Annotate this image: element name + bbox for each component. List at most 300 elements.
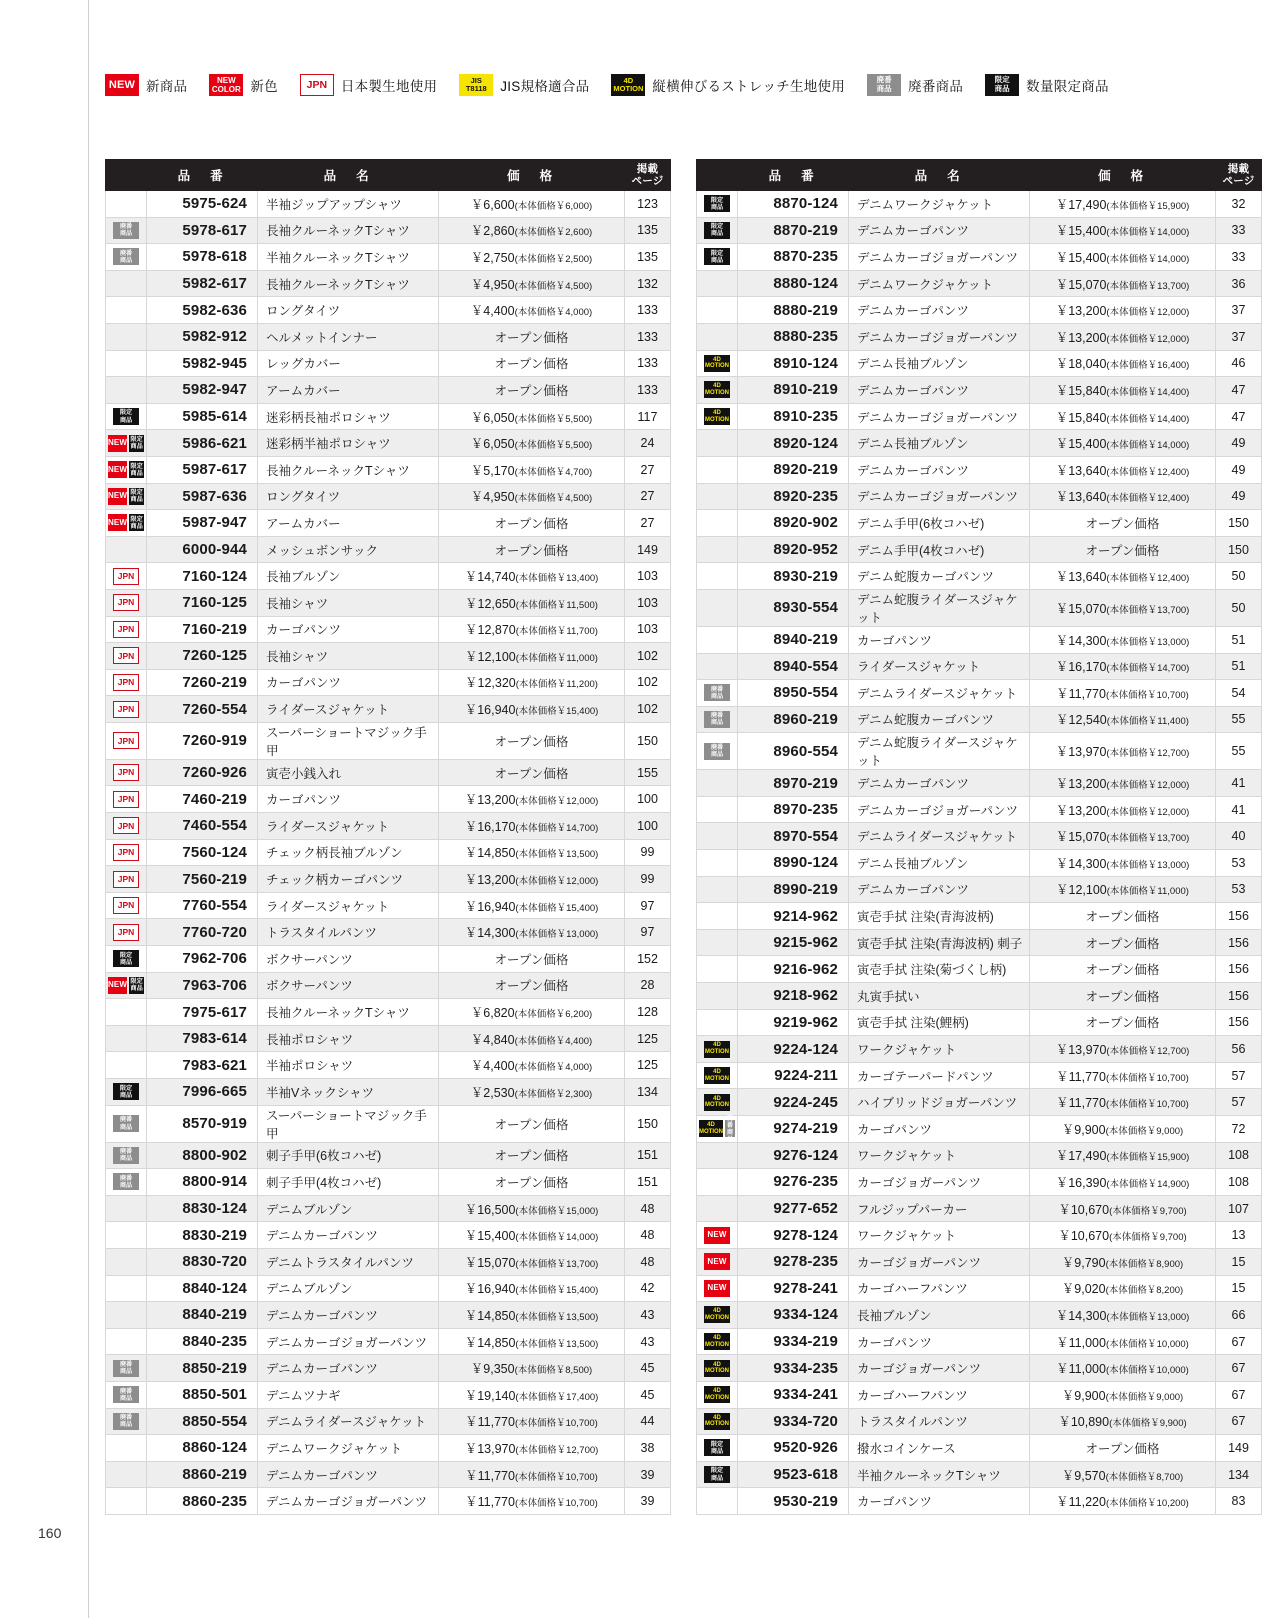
product-name: カーゴハーフパンツ: [849, 1275, 1030, 1302]
product-number: 5987-636: [147, 483, 258, 510]
product-price: [1030, 1355, 1216, 1382]
row-marks: [697, 456, 738, 483]
catalog-page: 45: [625, 1381, 671, 1408]
catalog-page: 46: [1216, 350, 1262, 377]
product-price: [439, 589, 625, 616]
price-incl-tax: ￥16,940: [464, 703, 516, 718]
price-incl-tax: ￥15,400: [1055, 250, 1107, 265]
row-marks: [697, 350, 738, 377]
product-number: 9334-235: [738, 1355, 849, 1382]
row-marks: [697, 483, 738, 510]
price-incl-tax: ￥10,670: [1058, 1202, 1110, 1217]
table-row: [106, 323, 671, 350]
product-price: [1030, 1195, 1216, 1222]
price-incl-tax: ￥9,020: [1061, 1282, 1106, 1297]
product-price: [439, 919, 625, 946]
price-incl-tax: ￥11,000: [1056, 1362, 1106, 1377]
row-marks: [697, 1328, 738, 1355]
product-name: カーゴパンツ: [258, 669, 439, 696]
product-name: カーゴパンツ: [258, 786, 439, 813]
product-price: [1030, 1116, 1216, 1143]
header-number: 品 番: [147, 160, 258, 191]
table-row: [697, 510, 1262, 537]
product-price: [1030, 770, 1216, 797]
price-incl-tax: ￥15,840: [1055, 410, 1107, 425]
product-price: [1030, 510, 1216, 537]
table-row: [697, 1461, 1262, 1488]
catalog-page: 15: [1216, 1248, 1262, 1275]
product-number: 9523-618: [738, 1461, 849, 1488]
product-price: [1030, 796, 1216, 823]
new-badge-icon: NEW: [108, 977, 127, 994]
product-price: [1030, 1142, 1216, 1169]
row-marks: [106, 1408, 147, 1435]
product-price: [1030, 823, 1216, 850]
table-row: [106, 722, 671, 759]
new-badge-icon: NEW: [105, 74, 139, 96]
catalog-page: 38: [625, 1435, 671, 1462]
product-number: 9214-962: [738, 903, 849, 930]
product-number: 7460-554: [147, 813, 258, 840]
row-marks: [697, 796, 738, 823]
row-marks: [697, 1116, 738, 1143]
product-name: デニムブルゾン: [258, 1195, 439, 1222]
product-price: [439, 1328, 625, 1355]
price-incl-tax: ￥13,640: [1055, 463, 1107, 478]
product-price: [1030, 1222, 1216, 1249]
product-price: [439, 643, 625, 670]
catalog-page: 100: [625, 813, 671, 840]
table-row: [697, 323, 1262, 350]
jpn-badge-icon: JPN: [113, 764, 139, 781]
product-number: 8880-219: [738, 297, 849, 324]
price-incl-tax: ￥2,530: [470, 1085, 515, 1100]
catalog-page: 97: [625, 892, 671, 919]
product-price: [439, 1025, 625, 1052]
catalog-page: 150: [625, 722, 671, 759]
product-price: [439, 1195, 625, 1222]
table-row: [697, 929, 1262, 956]
row-marks: [697, 1275, 738, 1302]
product-name: 丸寅手拭い: [849, 983, 1030, 1010]
legend-item-label: 数量限定商品: [1026, 79, 1109, 94]
product-price: [1030, 1062, 1216, 1089]
jpn-badge-icon: JPN: [113, 594, 139, 611]
4d-badge-icon: 4D MOTION: [704, 1333, 730, 1350]
legend-item-label: 日本製生地使用: [340, 79, 438, 94]
price-excl-tax: (本体価格￥14,400): [1106, 413, 1190, 425]
price-incl-tax: ￥4,840: [470, 1032, 515, 1047]
product-price: [1030, 1248, 1216, 1275]
catalog-page: 43: [625, 1328, 671, 1355]
row-marks: [697, 1435, 738, 1462]
table-row: [106, 972, 671, 999]
price-incl-tax: オープン価格: [1085, 989, 1160, 1004]
product-number: 5987-617: [147, 456, 258, 483]
row-marks: [106, 1248, 147, 1275]
product-price: [1030, 1169, 1216, 1196]
product-table-right: [696, 159, 1262, 1515]
price-excl-tax: (本体価格￥12,400): [1106, 573, 1190, 585]
price-incl-tax: ￥4,400: [470, 1059, 515, 1074]
product-name: デニム蛇腹カーゴパンツ: [849, 563, 1030, 590]
table-row: [106, 1488, 671, 1515]
haiban-badge-icon: 廃番 商品: [113, 1173, 139, 1190]
product-name: デニムカーゴパンツ: [849, 217, 1030, 244]
row-marks: [697, 733, 738, 770]
product-number: 9278-235: [738, 1248, 849, 1275]
price-incl-tax: ￥4,950: [470, 277, 515, 292]
product-name: カーゴジョガーパンツ: [849, 1248, 1030, 1275]
price-incl-tax: オープン価格: [1085, 963, 1160, 978]
price-incl-tax: ￥13,970: [1055, 1043, 1107, 1058]
row-marks: [697, 217, 738, 244]
row-marks: [697, 191, 738, 218]
catalog-page: 37: [1216, 323, 1262, 350]
catalog-page: 49: [1216, 430, 1262, 457]
product-name: 刺子手甲(4枚コハゼ): [258, 1169, 439, 1196]
product-number: 5978-618: [147, 244, 258, 271]
product-price: [439, 1461, 625, 1488]
product-name: 長袖クルーネックTシャツ: [258, 270, 439, 297]
price-excl-tax: (本体価格￥15,400): [515, 902, 599, 914]
product-price: [439, 1222, 625, 1249]
product-name: カーゴパンツ: [849, 1488, 1030, 1515]
price-incl-tax: ￥17,490: [1055, 197, 1107, 212]
row-marks: [106, 323, 147, 350]
product-name: レッグカバー: [258, 350, 439, 377]
product-price: [1030, 956, 1216, 983]
product-price: [439, 377, 625, 404]
table-row: [106, 403, 671, 430]
catalog-page: 149: [1216, 1435, 1262, 1462]
product-number: 5975-624: [147, 191, 258, 218]
product-number: 5982-912: [147, 323, 258, 350]
catalog-page: 156: [1216, 983, 1262, 1010]
catalog-page: 102: [625, 643, 671, 670]
price-excl-tax: (本体価格￥10,000): [1105, 1365, 1189, 1377]
product-number: 8970-219: [738, 770, 849, 797]
table-row: [697, 536, 1262, 563]
price-excl-tax: (本体価格￥15,900): [1106, 1152, 1190, 1164]
row-marks: [697, 1009, 738, 1036]
jpn-badge-icon: JPN: [113, 732, 139, 749]
product-price: [1030, 983, 1216, 1010]
catalog-page: 51: [1216, 626, 1262, 653]
legend-item-label: 新色: [250, 79, 278, 94]
product-number: 8990-219: [738, 876, 849, 903]
row-marks: [106, 1275, 147, 1302]
haiban-badge-icon: 廃番 商品: [113, 1360, 139, 1377]
price-incl-tax: ￥17,490: [1055, 1149, 1107, 1164]
product-number: 9278-241: [738, 1275, 849, 1302]
price-excl-tax: (本体価格￥5,500): [514, 440, 593, 452]
row-marks: [697, 1248, 738, 1275]
row-marks: [697, 1302, 738, 1329]
catalog-page: 150: [1216, 510, 1262, 537]
product-price: [1030, 244, 1216, 271]
product-price: [439, 456, 625, 483]
product-name: デニムワークジャケット: [849, 191, 1030, 218]
legend-item-jpn: [300, 74, 437, 96]
jpn-badge-icon: JPN: [300, 74, 334, 96]
table-row: [106, 1195, 671, 1222]
jpn-badge-icon: JPN: [113, 701, 139, 718]
newcolor-badge-icon: NEW COLOR: [209, 74, 243, 96]
price-excl-tax: (本体価格￥12,000): [1106, 307, 1190, 319]
row-marks: [697, 1355, 738, 1382]
product-name: カーゴパンツ: [849, 1116, 1030, 1143]
price-incl-tax: ￥9,350: [470, 1362, 515, 1377]
product-price: [1030, 653, 1216, 680]
price-excl-tax: (本体価格￥9,900): [1109, 1418, 1187, 1430]
table-row: [697, 653, 1262, 680]
product-name: デニムカーゴパンツ: [849, 456, 1030, 483]
price-incl-tax: ￥18,040: [1055, 357, 1107, 372]
table-row: [106, 786, 671, 813]
product-number: 8870-124: [738, 191, 849, 218]
row-marks: [697, 1142, 738, 1169]
price-incl-tax: ￥2,860: [470, 224, 515, 239]
row-marks: [106, 1079, 147, 1106]
haiban-badge-icon: 廃番 商品: [704, 711, 730, 728]
table-row: [106, 1355, 671, 1382]
row-marks: [106, 1222, 147, 1249]
table-row: [697, 733, 1262, 770]
product-price: [439, 696, 625, 723]
price-excl-tax: (本体価格￥14,700): [515, 822, 599, 834]
product-number: 5986-621: [147, 430, 258, 457]
table-row: [106, 191, 671, 218]
table-row: [697, 626, 1262, 653]
price-excl-tax: (本体価格￥12,700): [515, 1444, 599, 1456]
gentei-badge-icon: 限定 商品: [130, 436, 143, 451]
price-excl-tax: (本体価格￥14,000): [1106, 440, 1190, 452]
price-excl-tax: (本体価格￥13,400): [515, 573, 599, 585]
row-marks: [106, 1461, 147, 1488]
product-number: 8910-235: [738, 403, 849, 430]
table-row: [697, 1328, 1262, 1355]
product-price: [439, 483, 625, 510]
price-excl-tax: (本体価格￥14,400): [1106, 386, 1190, 398]
row-marks: [106, 350, 147, 377]
price-excl-tax: (本体価格￥10,700): [514, 1471, 598, 1483]
product-number: 8920-219: [738, 456, 849, 483]
price-excl-tax: (本体価格￥11,700): [515, 626, 598, 638]
new-badge-icon: NEW: [704, 1227, 730, 1244]
price-excl-tax: (本体価格￥2,300): [514, 1088, 593, 1100]
row-marks: [697, 850, 738, 877]
product-price: [1030, 323, 1216, 350]
product-number: 9274-219: [738, 1116, 849, 1143]
price-excl-tax: (本体価格￥2,600): [514, 227, 593, 239]
product-name: 寅壱手拭 注染(菊づくし柄): [849, 956, 1030, 983]
product-name: デニムライダースジャケット: [258, 1408, 439, 1435]
product-table-left: [105, 159, 671, 1515]
catalog-page: 103: [625, 616, 671, 643]
price-excl-tax: (本体価格￥11,000): [1106, 886, 1189, 898]
price-incl-tax: ￥13,970: [464, 1441, 516, 1456]
product-name: デニム長袖ブルゾン: [849, 430, 1030, 457]
new-badge-icon: NEW: [704, 1280, 730, 1297]
product-name: 寅壱手拭 注染(青海波柄) 刺子: [849, 929, 1030, 956]
product-name: デニム手甲(4枚コハゼ): [849, 536, 1030, 563]
price-excl-tax: (本体価格￥8,200): [1105, 1285, 1184, 1297]
product-number: 7260-926: [147, 759, 258, 786]
table-row: [106, 919, 671, 946]
product-price: [1030, 191, 1216, 218]
catalog-page: 27: [625, 510, 671, 537]
product-number: 8990-124: [738, 850, 849, 877]
catalog-page: 102: [625, 669, 671, 696]
table-row: [106, 999, 671, 1026]
gentei-badge-icon: 限定 商品: [704, 222, 730, 239]
catalog-page: 155: [625, 759, 671, 786]
product-number: 7975-617: [147, 999, 258, 1026]
table-row: [106, 669, 671, 696]
4d-badge-icon: 4D MOTION: [704, 1067, 730, 1084]
gentei-badge-icon: 限定 商品: [985, 74, 1019, 96]
price-excl-tax: (本体価格￥14,900): [1106, 1178, 1190, 1190]
price-incl-tax: ￥14,850: [464, 1308, 516, 1323]
price-incl-tax: ￥12,100: [1056, 883, 1107, 898]
catalog-page: 51: [1216, 653, 1262, 680]
price-excl-tax: (本体価格￥4,000): [514, 1062, 593, 1074]
catalog-page: 42: [625, 1275, 671, 1302]
catalog-page: 53: [1216, 876, 1262, 903]
catalog-page: 134: [1216, 1461, 1262, 1488]
product-number: 8870-219: [738, 217, 849, 244]
price-incl-tax: ￥15,070: [464, 1255, 516, 1270]
row-marks: [697, 1169, 738, 1196]
catalog-page: 156: [1216, 1009, 1262, 1036]
table-row: [106, 510, 671, 537]
gentei-badge-icon: 限定 商品: [704, 248, 730, 265]
product-name: 半袖Vネックシャツ: [258, 1079, 439, 1106]
price-incl-tax: ￥13,200: [464, 873, 516, 888]
catalog-page: 24: [625, 430, 671, 457]
table-row: [106, 1052, 671, 1079]
product-name: ワークジャケット: [849, 1142, 1030, 1169]
table-row: [106, 1435, 671, 1462]
4d-badge-icon: 4D MOTION: [704, 1386, 730, 1403]
row-marks: [697, 626, 738, 653]
price-excl-tax: (本体価格￥4,700): [514, 466, 593, 478]
catalog-page: 32: [1216, 191, 1262, 218]
table-row: [697, 1381, 1262, 1408]
product-number: 9219-962: [738, 1009, 849, 1036]
product-number: 9276-124: [738, 1142, 849, 1169]
price-excl-tax: (本体価格￥12,400): [1106, 493, 1190, 505]
price-incl-tax: ￥14,850: [464, 1335, 516, 1350]
product-price: [439, 297, 625, 324]
price-incl-tax: ￥19,140: [464, 1388, 516, 1403]
product-number: 8830-720: [147, 1248, 258, 1275]
table-row: [697, 191, 1262, 218]
product-price: [1030, 589, 1216, 626]
product-price: [1030, 1328, 1216, 1355]
price-incl-tax: ￥4,400: [470, 304, 515, 319]
row-marks: [697, 929, 738, 956]
table-row: [697, 1062, 1262, 1089]
gentei-badge-icon: 限定 商品: [113, 1083, 139, 1100]
table-row: [106, 589, 671, 616]
product-price: [1030, 1275, 1216, 1302]
table-row: [697, 1089, 1262, 1116]
table-row: [697, 1302, 1262, 1329]
product-name: トラスタイルパンツ: [849, 1408, 1030, 1435]
catalog-page: 108: [1216, 1142, 1262, 1169]
product-number: 9215-962: [738, 929, 849, 956]
product-price: [1030, 1461, 1216, 1488]
product-number: 9278-124: [738, 1222, 849, 1249]
jpn-badge-icon: JPN: [113, 568, 139, 585]
price-excl-tax: (本体価格￥12,000): [1106, 780, 1190, 792]
price-incl-tax: ￥16,940: [464, 1282, 516, 1297]
row-marks: [106, 722, 147, 759]
catalog-page: 66: [1216, 1302, 1262, 1329]
gentei-badge-icon: 限定 商品: [704, 195, 730, 212]
price-incl-tax: ￥14,740: [464, 570, 516, 585]
catalog-page: 135: [625, 217, 671, 244]
row-marks: [697, 563, 738, 590]
product-number: 8920-952: [738, 536, 849, 563]
price-incl-tax: ￥12,320: [465, 676, 516, 691]
price-incl-tax: ￥11,770: [1056, 1069, 1106, 1084]
table-row: [106, 350, 671, 377]
table-row: [697, 483, 1262, 510]
price-incl-tax: ￥13,200: [1055, 304, 1107, 319]
table-row: [697, 903, 1262, 930]
row-marks: [697, 430, 738, 457]
row-marks: [106, 1195, 147, 1222]
product-number: 8800-914: [147, 1169, 258, 1196]
product-name: スーパーショートマジック手甲: [258, 1105, 439, 1142]
table-row: [106, 1328, 671, 1355]
price-excl-tax: (本体価格￥13,000): [1106, 636, 1190, 648]
product-price: [1030, 483, 1216, 510]
table-row: [697, 244, 1262, 271]
catalog-page: 156: [1216, 956, 1262, 983]
table-row: [106, 1222, 671, 1249]
product-name: 長袖クルーネックTシャツ: [258, 217, 439, 244]
product-name: デニムカーゴパンツ: [258, 1222, 439, 1249]
table-row: [106, 616, 671, 643]
product-number: 8870-235: [738, 244, 849, 271]
price-incl-tax: ￥10,890: [1058, 1415, 1110, 1430]
price-incl-tax: ￥12,870: [465, 623, 516, 638]
product-number: 8950-554: [738, 680, 849, 707]
product-price: [439, 510, 625, 537]
product-name: 刺子手甲(6枚コハゼ): [258, 1142, 439, 1169]
table-row: [106, 1169, 671, 1196]
product-price: [439, 1052, 625, 1079]
catalog-page: 43: [625, 1302, 671, 1329]
product-price: [439, 946, 625, 973]
table-header-row: [697, 160, 1262, 191]
table-row: [106, 430, 671, 457]
product-price: [439, 1302, 625, 1329]
legend-item-label: 縦横伸びるストレッチ生地使用: [652, 79, 846, 94]
table-row: [106, 1381, 671, 1408]
product-number: 5982-945: [147, 350, 258, 377]
catalog-page: 44: [625, 1408, 671, 1435]
product-price: [439, 722, 625, 759]
legend-item-label: 新商品: [146, 79, 188, 94]
table-header-row: [106, 160, 671, 191]
row-marks: [697, 706, 738, 733]
product-price: [1030, 456, 1216, 483]
